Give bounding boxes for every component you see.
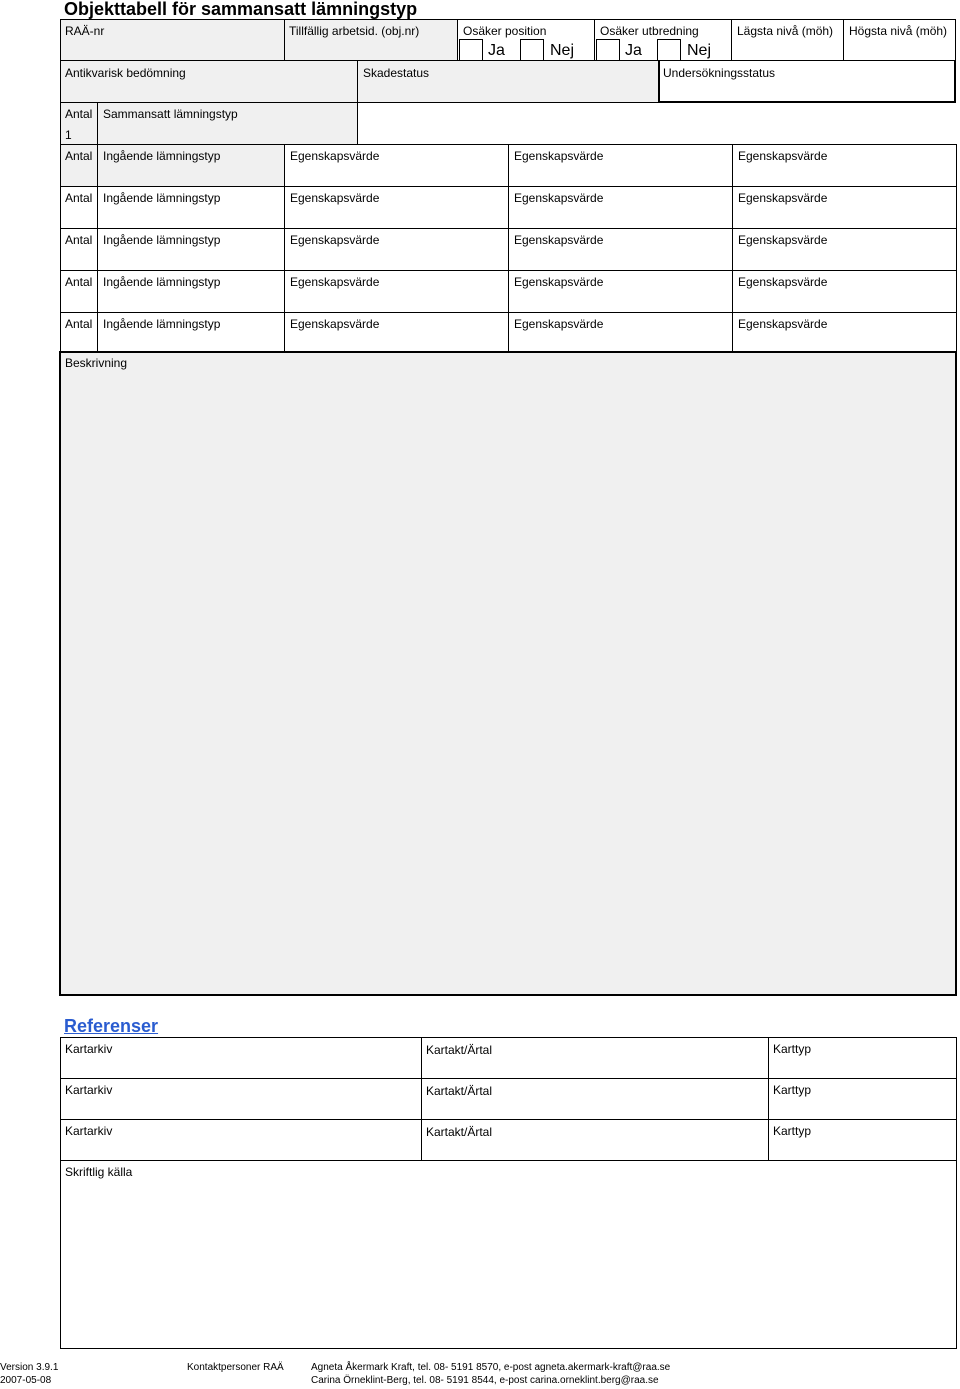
hogsta-niva-label: Högsta nivå (möh) bbox=[849, 24, 948, 38]
skadestatus-label: Skadestatus bbox=[363, 66, 430, 80]
skriftlig-kalla-label: Skriftlig källa bbox=[65, 1165, 133, 1179]
footer-date: 2007-05-08 bbox=[0, 1375, 52, 1386]
antikvarisk-label: Antikvarisk bedömning bbox=[65, 66, 186, 80]
row-egenskap-2-label: Egenskapsvärde bbox=[514, 275, 604, 289]
footer-kontakt: Kontaktpersoner RAÄ bbox=[187, 1362, 284, 1373]
ref-kartarkiv-label: Kartarkiv bbox=[65, 1124, 113, 1138]
ref-kartakt-label: Kartakt/Ärtal bbox=[426, 1084, 493, 1098]
row-typ-label: Ingående lämningstyp bbox=[103, 191, 221, 205]
row-typ-label: Ingående lämningstyp bbox=[103, 317, 221, 331]
row-typ-label: Ingående lämningstyp bbox=[103, 275, 221, 289]
row-egenskap-2-label: Egenskapsvärde bbox=[514, 149, 604, 163]
row-egenskap-3-label: Egenskapsvärde bbox=[738, 191, 828, 205]
osaker-utbredning-nej-label: Nej bbox=[687, 42, 712, 59]
ref-karttyp-label: Karttyp bbox=[773, 1124, 812, 1138]
row-egenskap-3-label: Egenskapsvärde bbox=[738, 275, 828, 289]
row-egenskap-1-label: Egenskapsvärde bbox=[290, 191, 380, 205]
row-antal-label: Antal bbox=[65, 233, 93, 247]
osaker-utbredning-ja-checkbox[interactable] bbox=[596, 39, 620, 61]
osaker-utbredning-label: Osäker utbredning bbox=[600, 24, 699, 38]
osaker-utbredning-nej-checkbox[interactable] bbox=[657, 39, 681, 61]
row-egenskap-3-label: Egenskapsvärde bbox=[738, 317, 828, 331]
ref-karttyp-label: Karttyp bbox=[773, 1083, 812, 1097]
row-typ-label: Ingående lämningstyp bbox=[103, 233, 221, 247]
ref-kartakt-label: Kartakt/Ärtal bbox=[426, 1125, 493, 1139]
sammansatt-antal-value: 1 bbox=[65, 128, 72, 142]
row-egenskap-2-label: Egenskapsvärde bbox=[514, 317, 604, 331]
row-antal-label: Antal bbox=[65, 275, 93, 289]
osaker-utbredning-ja-label: Ja bbox=[625, 42, 642, 59]
page-title: Objekttabell för sammansatt lämningstyp bbox=[64, 0, 418, 19]
footer-person2: Carina Örneklint-Berg, tel. 08- 5191 8544, e-post carina.orneklint.berg@raa.se bbox=[311, 1375, 659, 1386]
ref-kartarkiv-field[interactable] bbox=[60, 1078, 422, 1120]
lagsta-niva-label: Lägsta nivå (möh) bbox=[737, 24, 834, 38]
raa-nr-label: RAÄ-nr bbox=[65, 24, 105, 38]
ref-kartarkiv-field[interactable] bbox=[60, 1119, 422, 1161]
beskrivning-label: Beskrivning bbox=[65, 356, 128, 370]
row-egenskap-2-label: Egenskapsvärde bbox=[514, 191, 604, 205]
sammansatt-antal-label: Antal bbox=[65, 107, 93, 121]
tillfallig-label: Tillfällig arbetsid. (obj.nr) bbox=[289, 24, 420, 38]
row-egenskap-3-label: Egenskapsvärde bbox=[738, 233, 828, 247]
row-typ-label: Ingående lämningstyp bbox=[103, 149, 221, 163]
footer-version: Version 3.9.1 bbox=[0, 1362, 59, 1373]
ref-kartarkiv-label: Kartarkiv bbox=[65, 1083, 113, 1097]
undersokningsstatus-label: Undersökningsstatus bbox=[663, 66, 776, 80]
row-egenskap-3-label: Egenskapsvärde bbox=[738, 149, 828, 163]
ref-kartakt-label: Kartakt/Ärtal bbox=[426, 1043, 493, 1057]
referenser-heading: Referenser bbox=[64, 1016, 159, 1036]
row-antal-label: Antal bbox=[65, 317, 93, 331]
ref-kartarkiv-label: Kartarkiv bbox=[65, 1042, 113, 1056]
row-antal-label: Antal bbox=[65, 191, 93, 205]
row-egenskap-1-label: Egenskapsvärde bbox=[290, 233, 380, 247]
skriftlig-kalla-field[interactable] bbox=[60, 1160, 957, 1349]
row-egenskap-1-label: Egenskapsvärde bbox=[290, 275, 380, 289]
osaker-position-nej-checkbox[interactable] bbox=[520, 39, 544, 61]
sammansatt-typ-label: Sammansatt lämningstyp bbox=[103, 107, 238, 121]
footer-person1: Agneta Åkermark Kraft, tel. 08- 5191 8570, e-post agneta.akermark-kraft@raa.se bbox=[311, 1362, 671, 1373]
osaker-position-ja-checkbox[interactable] bbox=[459, 39, 483, 61]
row-egenskap-1-label: Egenskapsvärde bbox=[290, 149, 380, 163]
row-egenskap-2-label: Egenskapsvärde bbox=[514, 233, 604, 247]
osaker-position-nej-label: Nej bbox=[550, 42, 575, 59]
ref-kartarkiv-field[interactable] bbox=[60, 1037, 422, 1079]
osaker-position-label: Osäker position bbox=[463, 24, 547, 38]
row-egenskap-1-label: Egenskapsvärde bbox=[290, 317, 380, 331]
osaker-position-ja-label: Ja bbox=[488, 42, 505, 59]
beskrivning-field[interactable] bbox=[59, 351, 957, 996]
row-antal-label: Antal bbox=[65, 149, 93, 163]
ref-karttyp-label: Karttyp bbox=[773, 1042, 812, 1056]
